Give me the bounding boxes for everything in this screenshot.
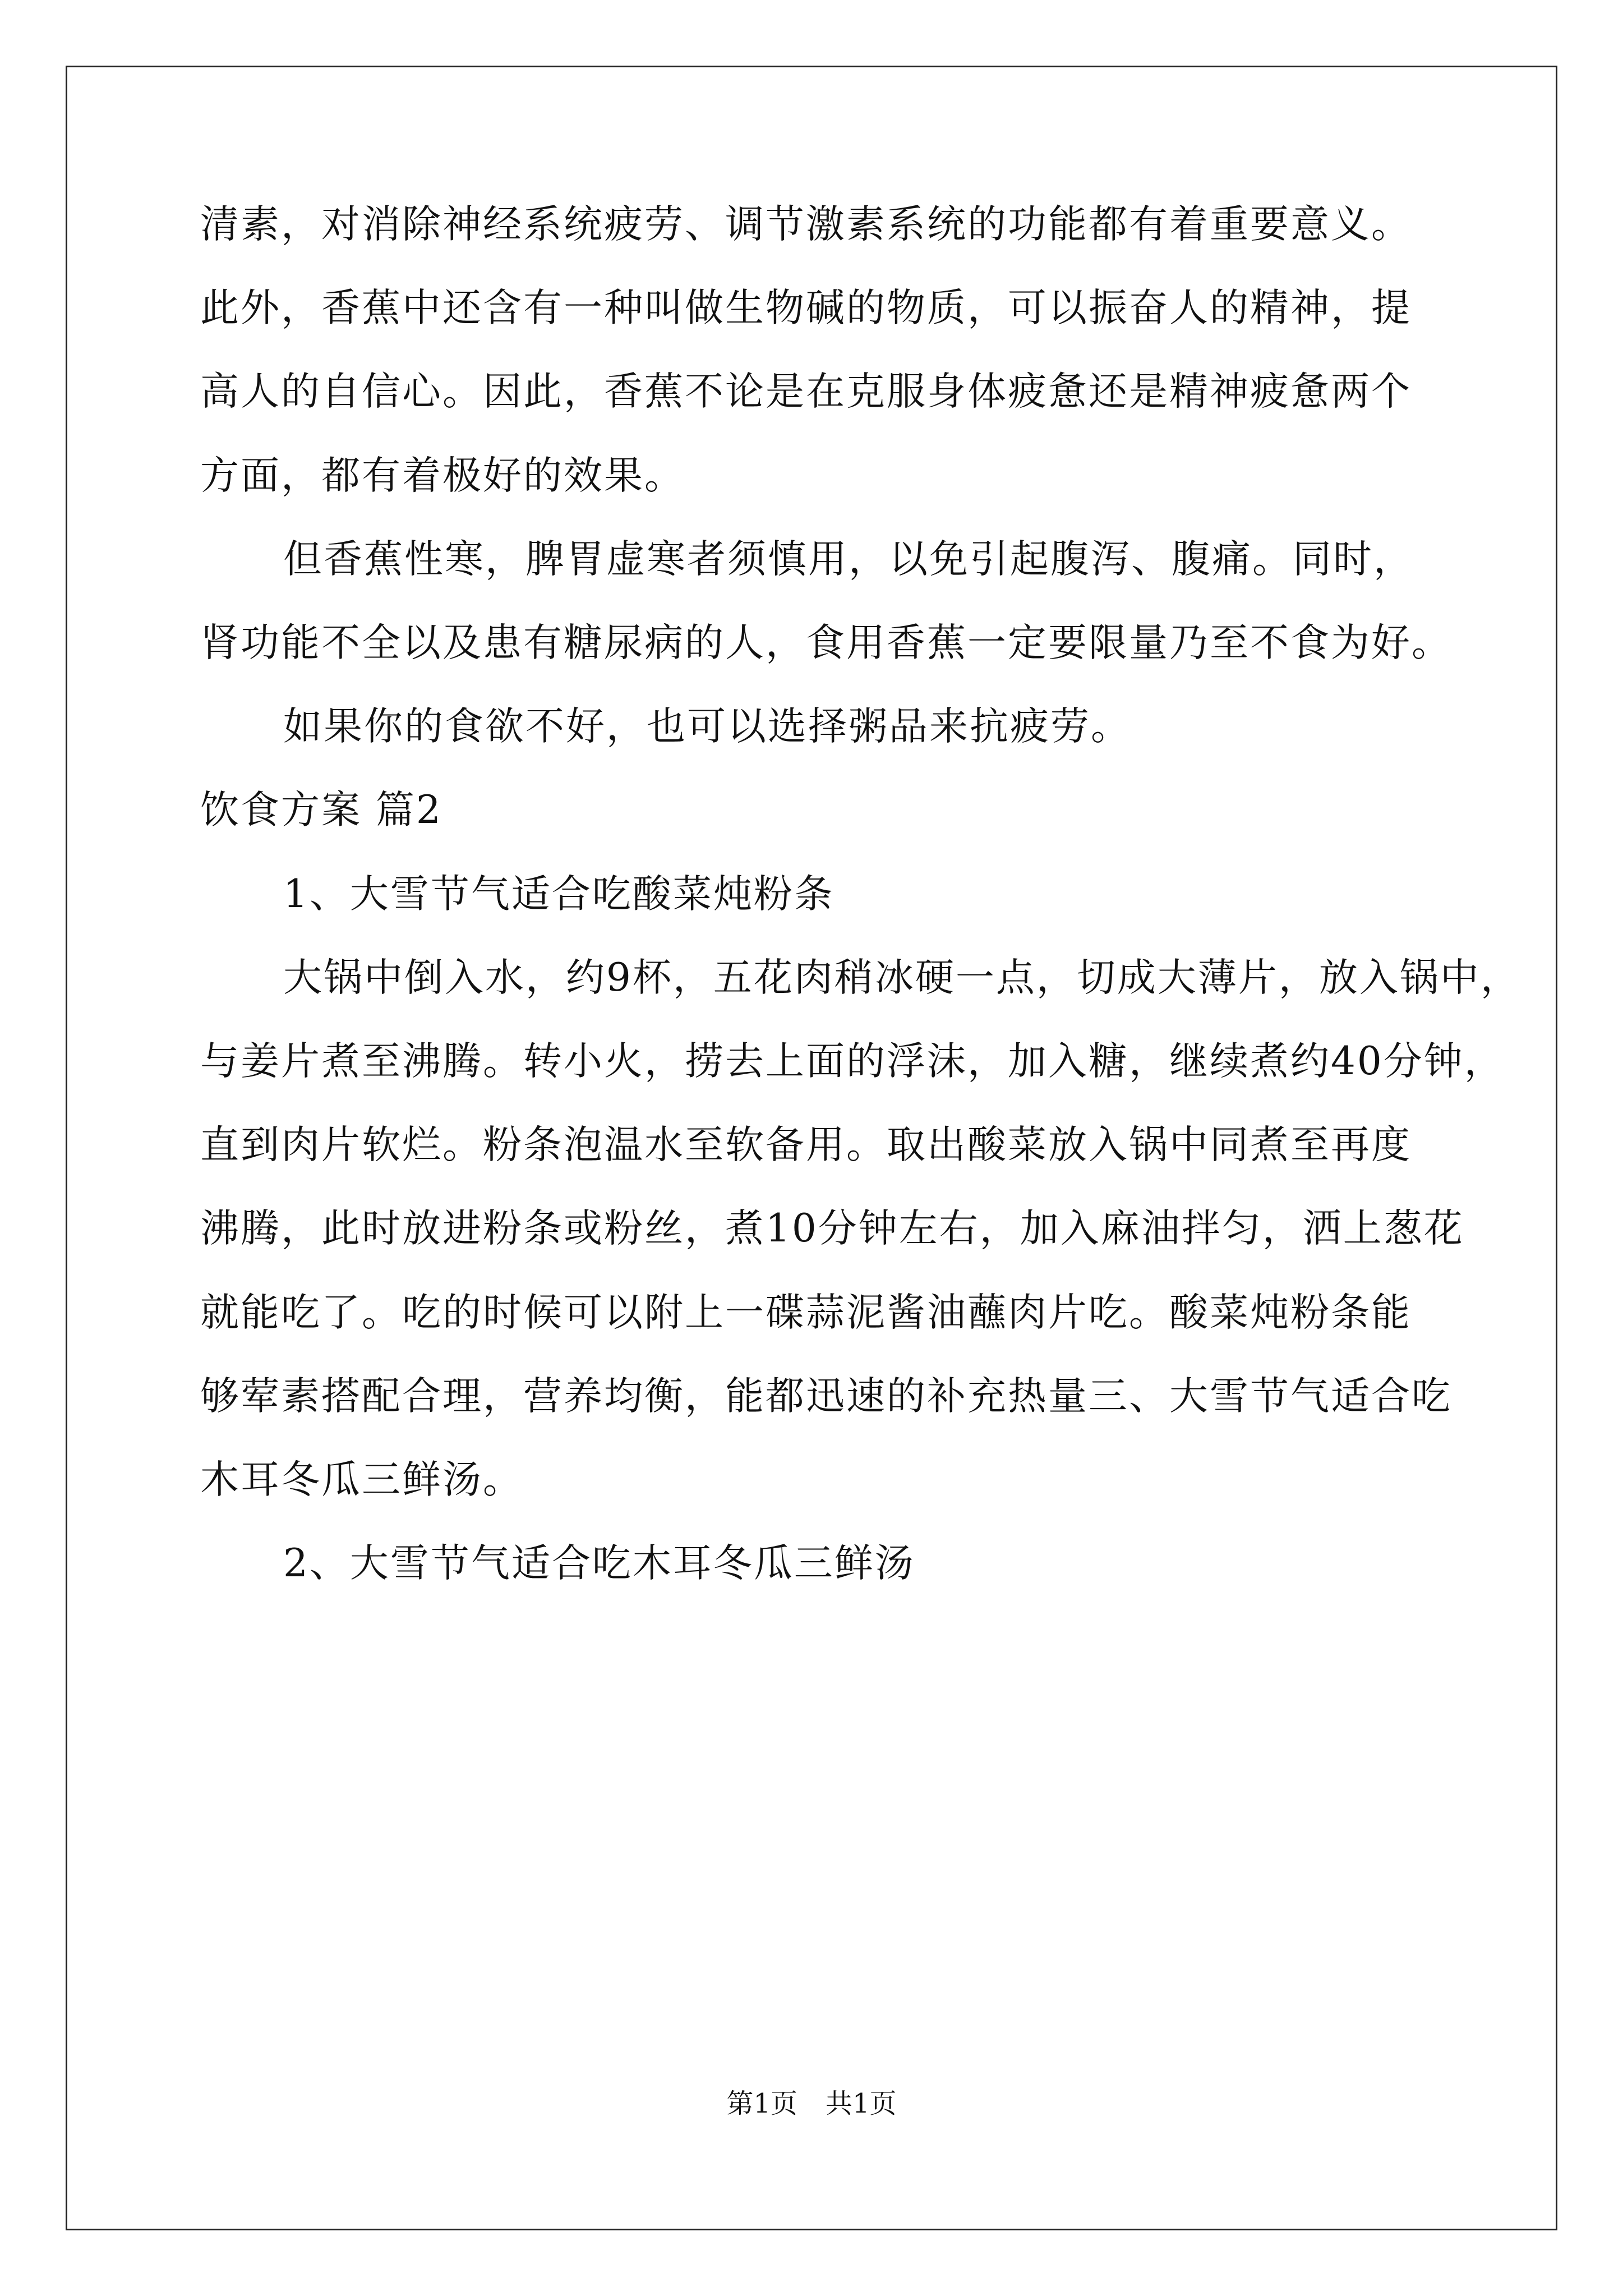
- text-line: 高人的自信心。因此，香蕉不论是在克服身体疲惫还是精神疲惫两个: [200, 369, 1412, 414]
- text-line: 木耳冬瓜三鲜汤。: [200, 1457, 523, 1502]
- text-line: 直到肉片软烂。粉条泡温水至软备用。取出酸菜放入锅中同煮至再度: [200, 1122, 1412, 1167]
- text-line: 方面，都有着极好的效果。: [200, 453, 685, 498]
- text-line: 此外，香蕉中还含有一种叫做生物碱的物质，可以振奋人的精神，提: [200, 286, 1412, 330]
- text-line: 肾功能不全以及患有糖尿病的人，食用香蕉一定要限量乃至不食为好。: [200, 620, 1452, 665]
- section-heading: 饮食方案 篇2: [200, 788, 442, 832]
- text-line: 如果你的食欲不好，也可以选择粥品来抗疲劳。: [283, 704, 1131, 749]
- text-line: 大锅中倒入水，约9杯，五花肉稍冰硬一点，切成大薄片，放入锅中，: [283, 955, 1521, 1000]
- text-line: 清素，对消除神经系统疲劳、调节激素系统的功能都有着重要意义。: [200, 202, 1412, 247]
- subheading: 2、大雪节气适合吃木耳冬瓜三鲜汤: [283, 1541, 915, 1586]
- text-line: 够荤素搭配合理，营养均衡，能都迅速的补充热量三、大雪节气适合吃: [200, 1374, 1452, 1419]
- text-line: 就能吃了。吃的时候可以附上一碟蒜泥酱油蘸肉片吃。酸菜炖粉条能: [200, 1290, 1412, 1335]
- text-line: 沸腾，此时放进粉条或粉丝，煮10分钟左右，加入麻油拌匀，洒上葱花: [200, 1206, 1464, 1251]
- subheading: 1、大雪节气适合吃酸菜炖粉条: [283, 872, 834, 917]
- page-number: 第1页: [726, 2088, 797, 2119]
- page-footer: [0, 2087, 1623, 2120]
- page-total: 共1页: [826, 2088, 897, 2119]
- text-line: 与姜片煮至沸腾。转小火，捞去上面的浮沫，加入糖，继续煮约40分钟，: [200, 1039, 1505, 1084]
- text-line: 但香蕉性寒，脾胃虚寒者须慎用，以免引起腹泻、腹痛。同时，: [283, 537, 1414, 582]
